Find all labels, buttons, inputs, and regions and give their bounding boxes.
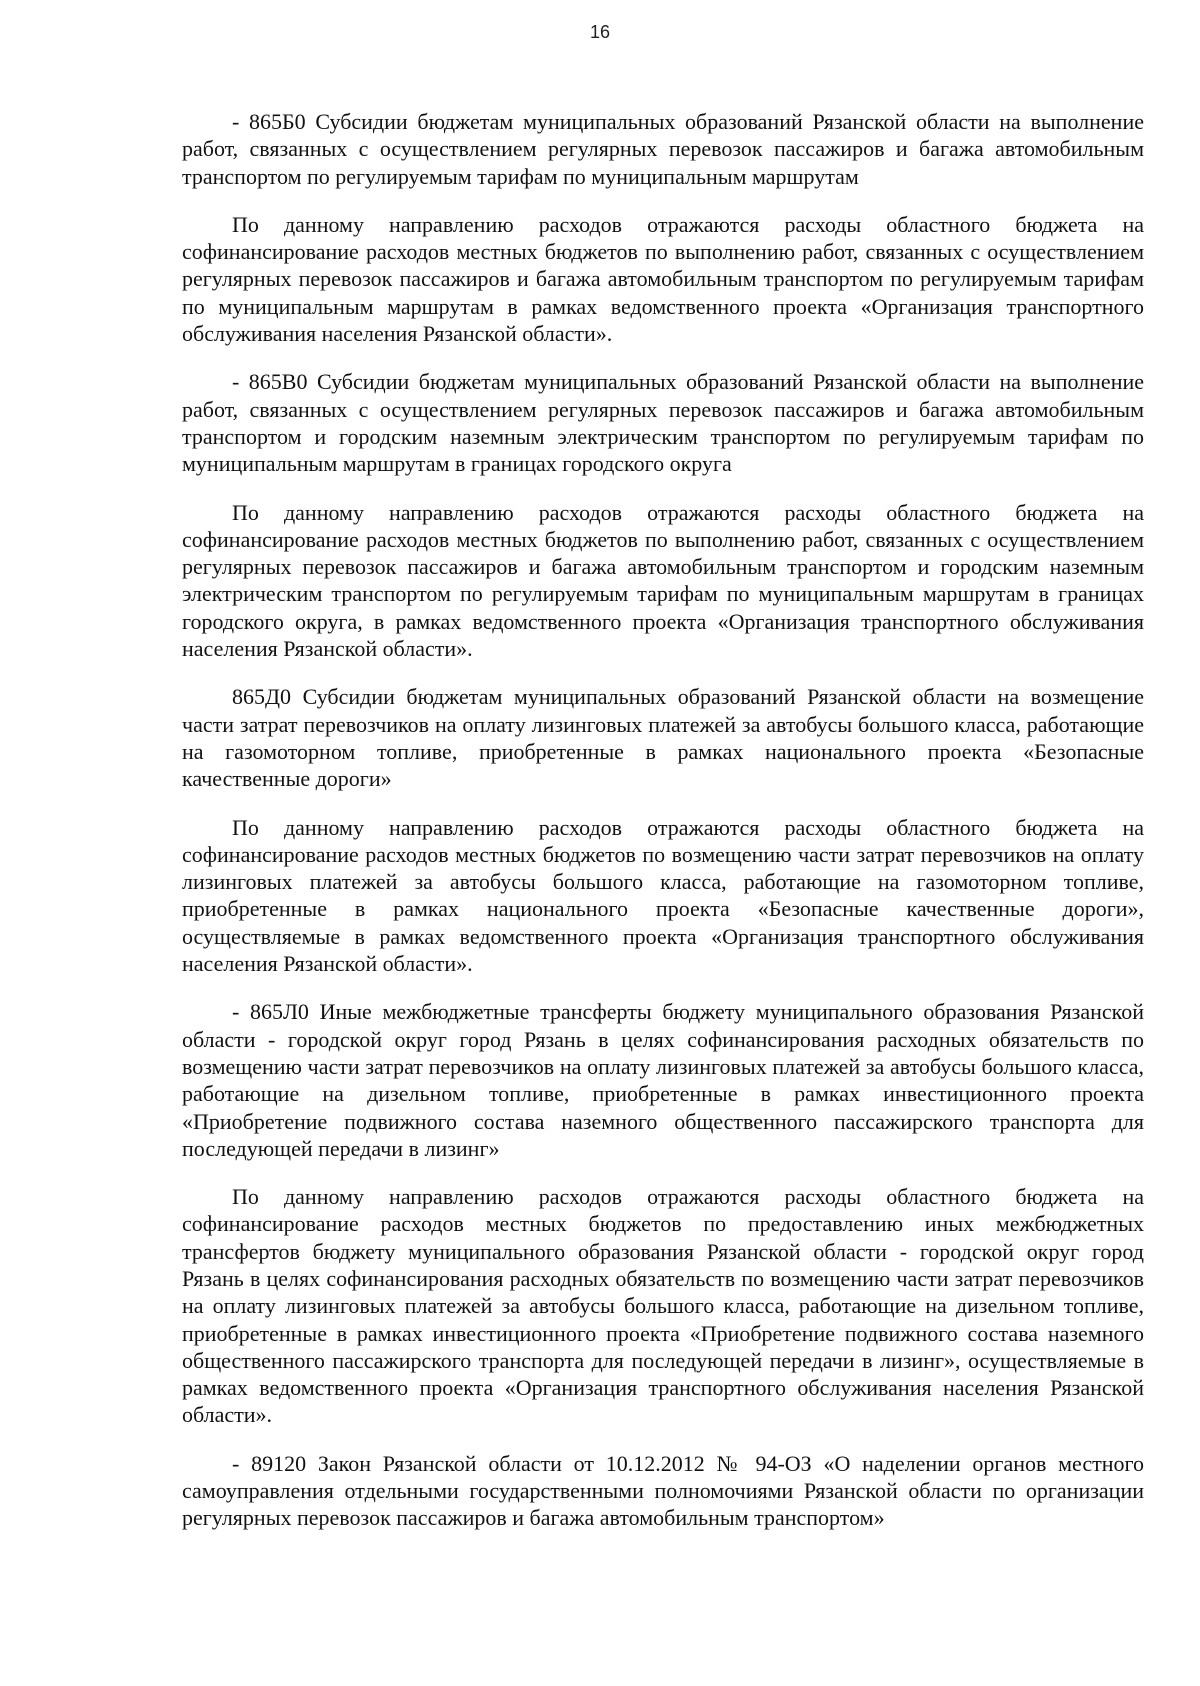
page-number: 16 bbox=[589, 22, 611, 42]
paragraph-865v0-description: По данному направлению расходов отражаются расходы областного бюджета на софинансирование расходов местных бюджетов по выполнению работ, связанных с осуществлением регулярных перевозок пассажиров и багажа автомобильным транспортом и городским наземным электрическим транспортом по регулируемым тарифам по муниципальным маршрутам в границах городского округа, в рамках ведомственного проекта «Организация транспортного обслуживания населения Рязанской области». bbox=[182, 499, 1144, 662]
document-body bbox=[182, 108, 1144, 1532]
paragraph-865d0-description: По данному направлению расходов отражаются расходы областного бюджета на софинансирование расходов местных бюджетов по возмещению части затрат перевозчиков на оплату лизинговых платежей за автобусы большого класса, работающие на газомоторном топливе, приобретенные в рамках национального проекта «Безопасные качественные дороги», осуществляемые в рамках ведомственного проекта «Организация транспортного обслуживания населения Рязанской области». bbox=[182, 814, 1144, 977]
paragraph-865l0-description: По данному направлению расходов отражаются расходы областного бюджета на софинансирование расходов местных бюджетов по предоставлению иных межбюджетных трансфертов бюджету муниципального образования Рязанской области - городской округ город Рязань в целях софинансирования расходных обязательств по возмещению части затрат перевозчиков на оплату лизинговых платежей за автобусы большого класса, работающие на дизельном топливе, приобретенные в рамках инвестиционного проекта «Приобретение подвижного состава наземного общественного пассажирского транспорта для последующей передачи в лизинг», осуществляемые в рамках ведомственного проекта «Организация транспортного обслуживания населения Рязанской области». bbox=[182, 1184, 1144, 1428]
paragraph-865b0-description: По данному направлению расходов отражаются расходы областного бюджета на софинансирование расходов местных бюджетов по выполнению работ, связанных с осуществлением регулярных перевозок пассажиров и багажа автомобильным транспортом по регулируемым тарифам по муниципальным маршрутам в рамках ведомственного проекта «Организация транспортного обслуживания населения Рязанской области». bbox=[182, 211, 1144, 347]
paragraph-865b0-heading: - 865Б0 Субсидии бюджетам муниципальных образований Рязанской области на выполнение работ, связанных с осуществлением регулярных перевозок пассажиров и багажа автомобильным транспортом по регулируемым тарифам по муниципальным маршрутам bbox=[182, 109, 1144, 189]
paragraph-865l0-heading: - 865Л0 Иные межбюджетные трансферты бюджету муниципального образования Рязанской области - городской округ город Рязань в целях софинансирования расходных обязательств по возмещению части затрат перевозчиков на оплату лизинговых платежей за автобусы большого класса, работающие на дизельном топливе, приобретенные в рамках инвестиционного проекта «Приобретение подвижного состава наземного общественного пассажирского транспорта для последующей передачи в лизинг» bbox=[182, 999, 1144, 1161]
paragraph-89120-heading: - 89120 Закон Рязанской области от 10.12.2012 № 94-ОЗ «О наделении органов местного самоуправления отдельными государственными полномочиями Рязанской области по организации регулярных перевозок пассажиров и багажа автомобильным транспортом» bbox=[182, 1450, 1144, 1531]
paragraph-865v0-heading: - 865В0 Субсидии бюджетам муниципальных образований Рязанской области на выполнение работ, связанных с осуществлением регулярных перевозок пассажиров и багажа автомобильным транспортом и городским наземным электрическим транспортом по регулируемым тарифам по муниципальным маршрутам в границах городского округа bbox=[182, 369, 1144, 477]
paragraph-865d0-heading: 865Д0 Субсидии бюджетам муниципальных образований Рязанской области на возмещение части затрат перевозчиков на оплату лизинговых платежей за автобусы большого класса, работающие на газомоторном топливе, приобретенные в рамках национального проекта «Безопасные качественные дороги» bbox=[182, 684, 1144, 792]
